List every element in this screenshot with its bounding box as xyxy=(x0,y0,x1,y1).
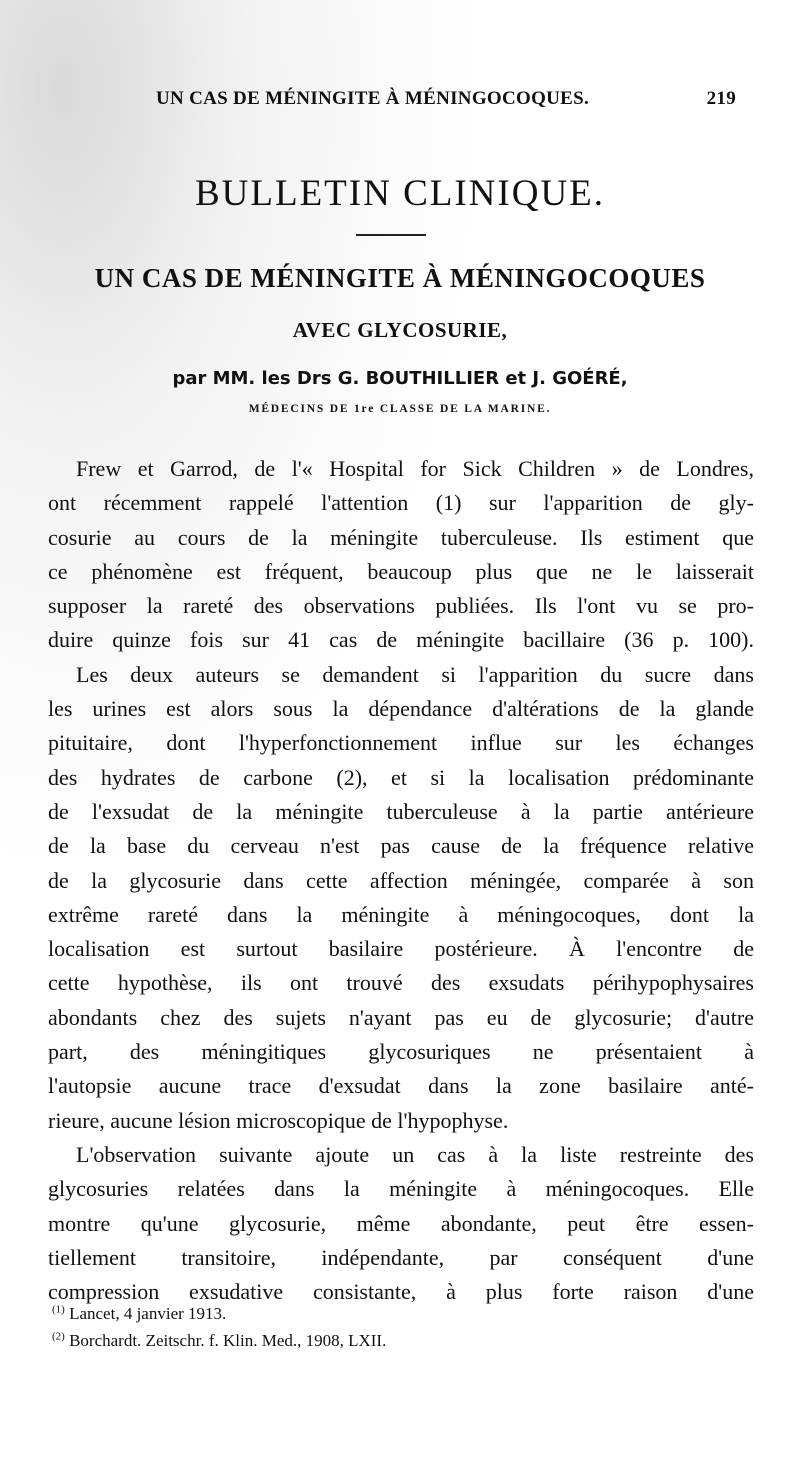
body-line: compression exsudative consistante, à plus forte raison d'une xyxy=(48,1279,754,1305)
footnote-text: Lancet, 4 janvier 1913. xyxy=(69,1304,227,1323)
body-line: Les deux auteurs se demandent si l'apparition du sucre dans xyxy=(76,661,754,687)
footnote-mark: (2) xyxy=(52,1330,65,1343)
body-line: tiellement transitoire, indépendante, par conséquent d'une xyxy=(48,1244,754,1270)
body-line: pituitaire, dont l'hyperfonctionnement influe sur les échanges xyxy=(48,730,754,756)
body-line: ont récemment rappelé l'attention (1) sur l'apparition de gly- xyxy=(48,490,754,516)
footnotes xyxy=(52,1300,752,1354)
body-line: de la glycosurie dans cette affection méningée, comparée à son xyxy=(48,867,754,893)
author-byline: par MM. les Drs G. BOUTHILLIER et J. GOÉRÉ, xyxy=(172,368,628,389)
article-subtitle: AVEC GLYCOSURIE, xyxy=(292,318,508,342)
body-line: Frew et Garrod, de l'« Hospital for Sick Children » de Londres, xyxy=(76,456,754,481)
body-line: rieure, aucune lésion microscopique de l'hypophyse. xyxy=(48,1107,509,1133)
body-line: cette hypothèse, ils ont trouvé des exsudats périhypophysaires xyxy=(48,970,754,996)
body-line: supposer la rareté des observations publiées. Ils l'ont vu se pro- xyxy=(48,593,754,619)
body-line: abondants chez des sujets n'ayant pas eu de glycosurie; d'autre xyxy=(48,1004,754,1030)
body-line: part, des méningitiques glycosuriques ne présentaient à xyxy=(48,1039,754,1065)
body-line: montre qu'une glycosurie, même abondante, peut être essen- xyxy=(48,1210,754,1236)
body-line: ce phénomène est fréquent, beaucoup plus que ne le laisserait xyxy=(48,558,754,584)
body-line: cosurie au cours de la méningite tuberculeuse. Ils estiment que xyxy=(48,524,754,550)
body-line: L'observation suivante ajoute un cas à la liste restreinte des xyxy=(76,1141,754,1167)
body-line: l'autopsie aucune trace d'exsudat dans la zone basilaire anté- xyxy=(48,1073,754,1099)
body-line: glycosuries relatées dans la méningite à méningocoques. Elle xyxy=(48,1176,754,1202)
running-head-title: UN CAS DE MÉNINGITE À MÉNINGOCOQUES. xyxy=(156,88,590,109)
body-line: de l'exsudat de la méningite tuberculeuse à la partie antérieure xyxy=(48,798,754,824)
body-line: localisation est surtout basilaire postérieure. À l'encontre de xyxy=(48,936,754,962)
article-body xyxy=(48,452,754,1309)
body-line: extrême rareté dans la méningite à méningocoques, dont la xyxy=(48,901,754,927)
article-title: UN CAS DE MÉNINGITE À MÉNINGOCOQUES xyxy=(94,263,706,293)
footnote-text: Borchardt. Zeitschr. f. Klin. Med., 1908, LXII. xyxy=(69,1331,387,1350)
body-line: duire quinze fois sur 41 cas de méningite bacillaire (36 p. 100). xyxy=(48,627,754,653)
title-divider xyxy=(356,234,426,236)
author-affiliation: MÉDECINS DE 1re CLASSE DE LA MARINE. xyxy=(248,403,552,415)
footnote xyxy=(52,1300,752,1327)
page-number: 219 xyxy=(706,88,736,109)
footnote-mark: (1) xyxy=(52,1303,65,1316)
body-line: les urines est alors sous la dépendance d'altérations de la glande xyxy=(48,696,754,722)
body-line: des hydrates de carbone (2), et si la localisation prédominante xyxy=(48,764,754,790)
body-line: de la base du cerveau n'est pas cause de la fréquence relative xyxy=(48,833,754,859)
footnote xyxy=(52,1327,752,1354)
section-title: BULLETIN CLINIQUE. xyxy=(194,173,606,214)
